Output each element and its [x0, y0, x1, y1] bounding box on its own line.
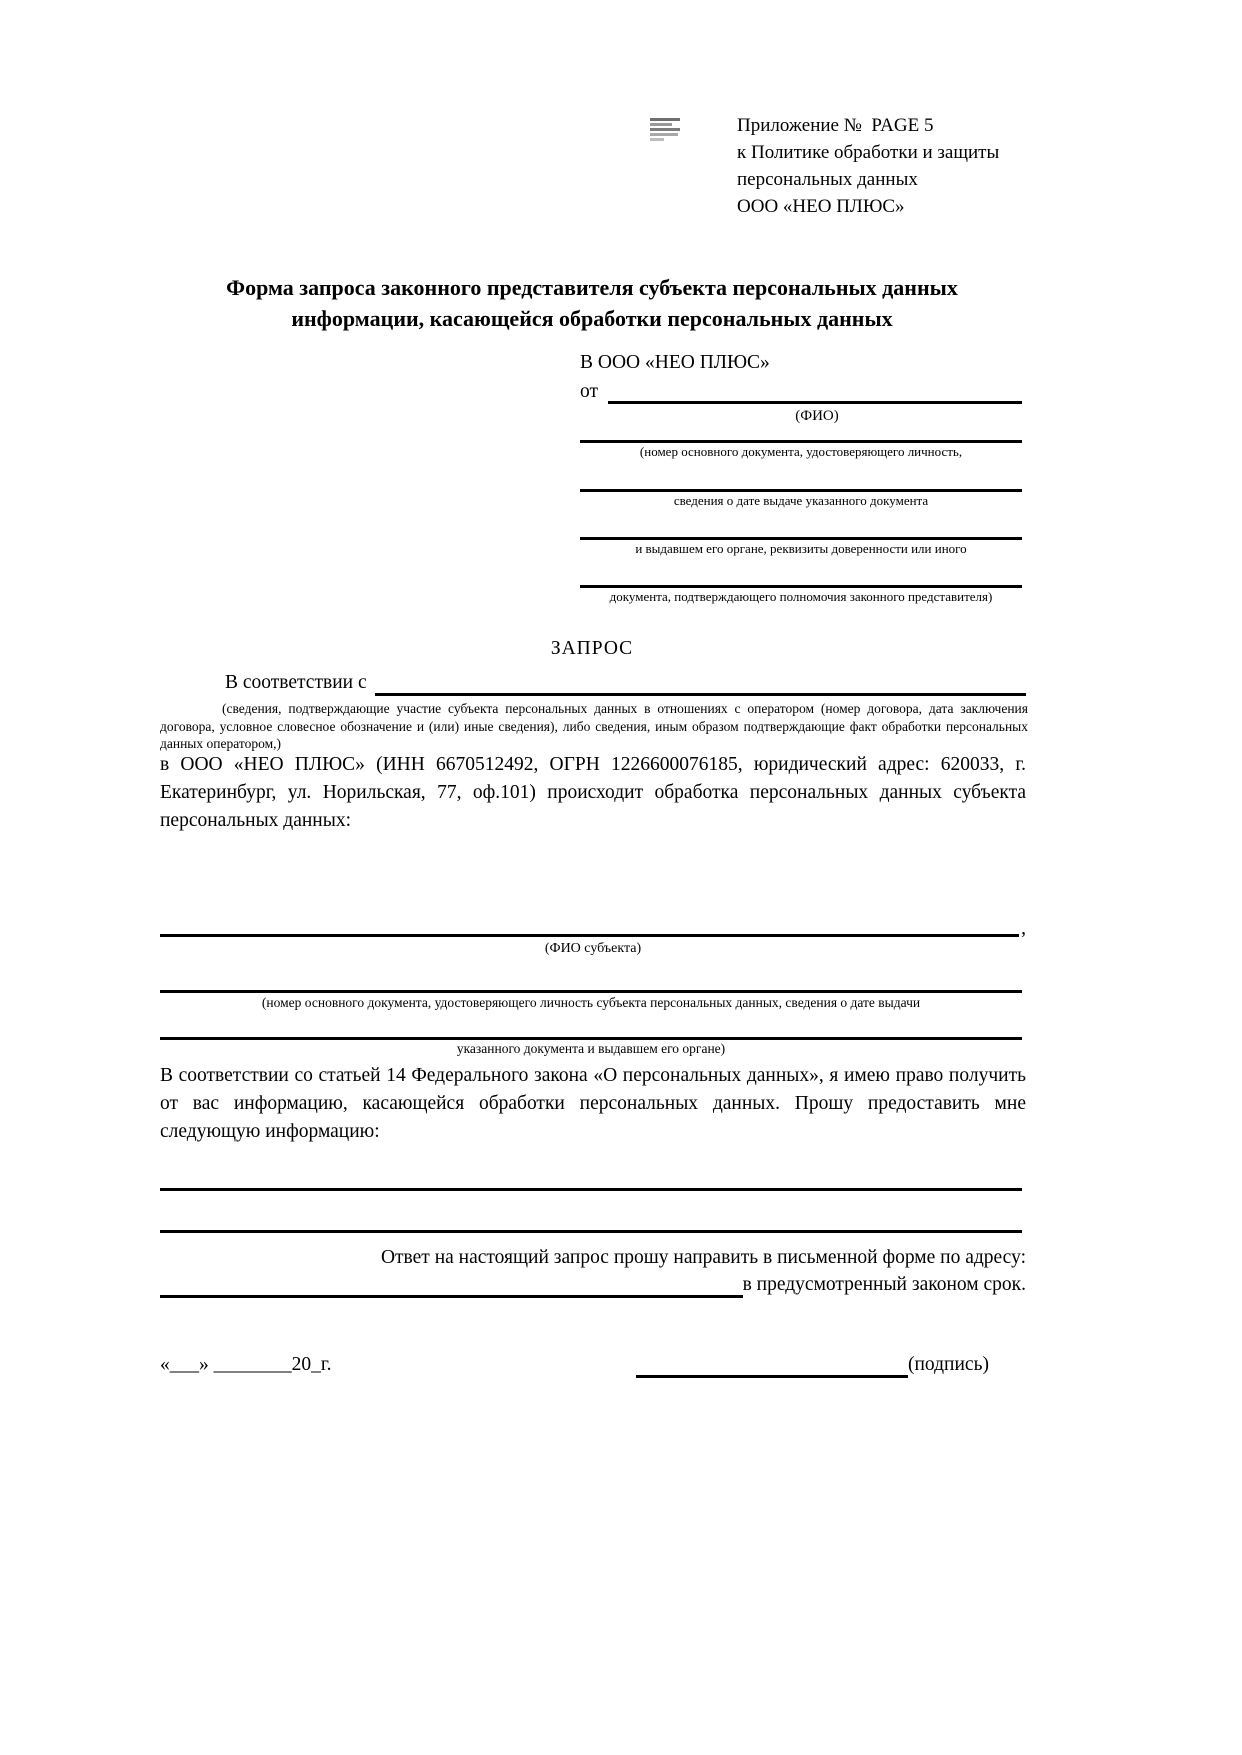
subject-fio-blank-line [160, 907, 1019, 937]
appendix-number-line: Приложение № PAGE 5 [737, 115, 934, 136]
reply-address-blank-line [160, 1272, 743, 1298]
reply-address-row [160, 1272, 1026, 1298]
document-title-line2: информации, касающейся обработки персональных данных [291, 306, 893, 331]
intro-blank-line [375, 670, 1026, 696]
from-label: от [580, 381, 599, 402]
addressee-block [580, 352, 1022, 622]
signature-caption: (подпись) [908, 1354, 989, 1375]
representative-doc-blank-line-1 [580, 412, 1022, 443]
from-row [580, 380, 1022, 404]
subject-fio-row [160, 907, 1026, 937]
subject-doc-caption-2: указанного документа и выдавшем его органе) [456, 1041, 726, 1056]
intro-prefix: В соответствии с [225, 672, 367, 693]
representative-doc-blank-line-3 [580, 509, 1022, 540]
signature-row [636, 1352, 1028, 1378]
request-heading: ЗАПРОС [550, 638, 634, 659]
appendix-header [737, 112, 1037, 220]
date-blank: «___» ________20_г. [160, 1354, 332, 1375]
reply-suffix: в предусмотренный законом срок. [742, 1274, 1026, 1295]
requested-info-blank-line-1 [160, 1158, 1022, 1191]
appendix-policy-line2: персональных данных [737, 169, 918, 190]
representative-doc-blank-line-2 [580, 461, 1022, 492]
subject-doc-blank-line-2 [160, 1007, 1022, 1040]
appendix-policy-line: к Политике обработки и защиты [737, 142, 1000, 163]
requested-info-blank-line-2 [160, 1200, 1022, 1233]
addressee-organization: В ООО «НЕО ПЛЮС» [580, 352, 770, 373]
reply-instruction: Ответ на настоящий запрос прошу направить в письменной форме по адресу: [380, 1247, 1026, 1268]
document-title-line1: Форма запроса законного представителя субъекта персональных данных [226, 275, 958, 300]
fio-caption: (ФИО) [795, 408, 839, 424]
representative-doc-caption-4: документа, подтверждающего полномочия законного представителя) [609, 589, 993, 604]
law-paragraph: В соответствии со статьей 14 Федерального закона «О персональных данных», я имею право получить от вас информацию, касающейся обработки персональных данных. Прошу предоставить мне следующую информацию: [160, 1065, 1026, 1142]
representative-doc-caption-1: (номер основного документа, удостоверяющего личность, [639, 444, 963, 459]
subject-doc-blank-line-1 [160, 960, 1022, 993]
format-lines-icon [650, 118, 682, 143]
subject-fio-trailing-comma: , [1021, 918, 1026, 939]
from-fio-blank-line [608, 380, 1022, 404]
document-title [158, 272, 1026, 334]
fine-print-note: (сведения, подтверждающие участие субъекта персональных данных в отношениях с оператором (номер договора, дата заключения договора, условное словесное обозначение и (или) иные сведения), либо сведения, иным образом подтверждающие факт обработки персональных данных оператором,) [160, 701, 1028, 751]
appendix-company-line: ООО «НЕО ПЛЮС» [737, 196, 905, 217]
subject-doc-caption-1: (номер основного документа, удостоверяющего личность субъекта персональных данных, сведения о дате выдачи [261, 995, 921, 1010]
intro-row [160, 670, 1026, 696]
representative-doc-caption-3: и выдавшем его органе, реквизиты доверенности или иного [635, 541, 967, 556]
signature-blank-line [636, 1352, 908, 1378]
representative-doc-caption-2: сведения о дате выдаче указанного документа [673, 493, 929, 508]
operator-paragraph: в ООО «НЕО ПЛЮС» (ИНН 6670512492, ОГРН 1226600076185, юридический адрес: 620033, г. Екатеринбург, ул. Норильская, 77, оф.101) происходит обработка персональных данных субъекта персональных данных: [160, 754, 1026, 831]
representative-doc-blank-line-4 [580, 557, 1022, 588]
subject-fio-caption: (ФИО субъекта) [544, 941, 642, 956]
